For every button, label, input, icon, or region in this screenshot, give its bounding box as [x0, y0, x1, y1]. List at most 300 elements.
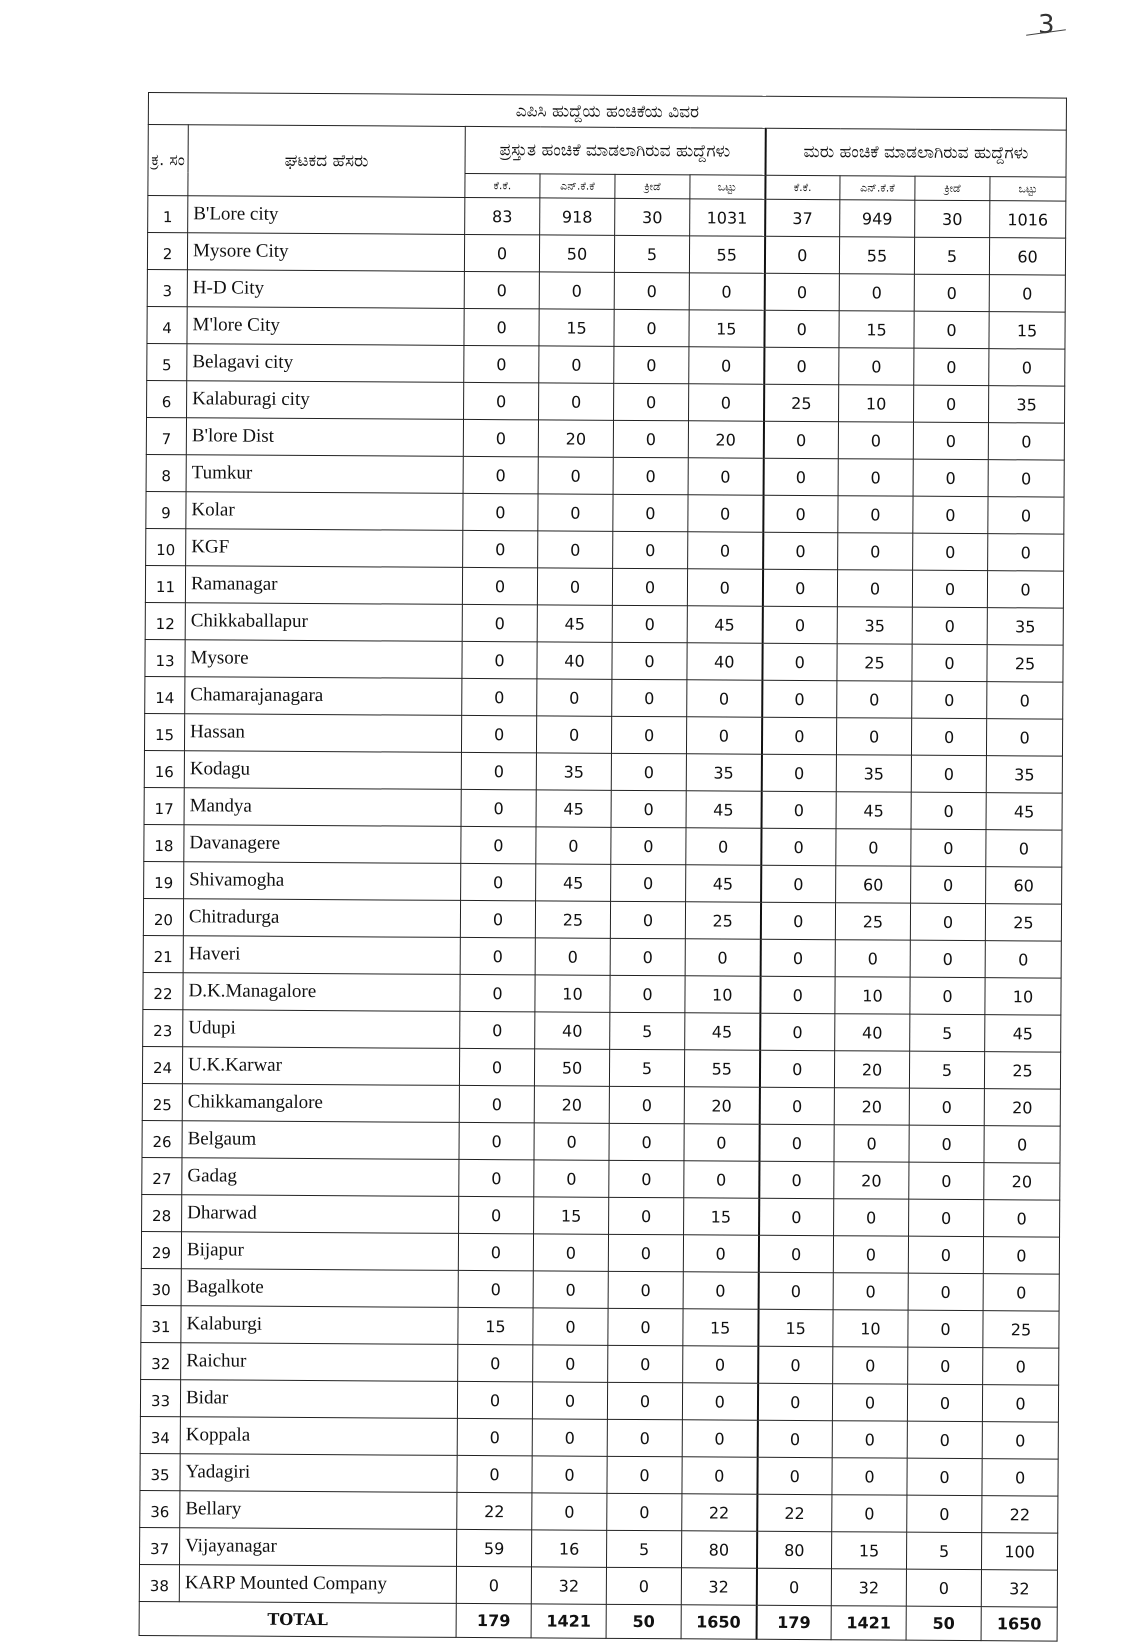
value-cell: 20 [834, 1051, 909, 1088]
table-row [147, 343, 1065, 386]
value-cell: 0 [907, 1384, 982, 1421]
value-cell: 5 [909, 1051, 984, 1088]
value-cell: 0 [757, 1457, 832, 1494]
value-cell: 0 [458, 1270, 533, 1307]
value-cell: 0 [607, 1493, 682, 1530]
table-row [143, 972, 1061, 1015]
value-cell: 0 [911, 866, 986, 903]
value-cell: 0 [539, 272, 614, 309]
unit-name-cell: Chikkaballapur [185, 603, 462, 642]
value-cell: 37 [765, 199, 840, 236]
value-cell: 0 [614, 309, 689, 346]
value-cell: 16 [531, 1530, 606, 1567]
re-allocation-header: ಮರು ಹಂಚಿಕೆ ಮಾಡಲಾಗಿರುವ ಹುದ್ದೆಗಳು [765, 128, 1066, 177]
value-cell: 0 [832, 1384, 907, 1421]
value-cell: 32 [831, 1569, 906, 1606]
value-cell: 0 [837, 570, 912, 607]
unit-name-cell: Kalaburgi [181, 1306, 458, 1345]
value-cell: 0 [683, 1235, 758, 1272]
value-cell: 0 [761, 791, 836, 828]
serial-number-cell: 18 [144, 824, 184, 861]
value-cell: 25 [984, 1052, 1060, 1089]
value-cell: 20 [684, 1087, 759, 1124]
unit-name-cell: Chikkamangalore [182, 1084, 459, 1123]
unit-name-cell: Belagavi city [187, 344, 464, 383]
value-cell: 0 [987, 571, 1063, 608]
value-cell: 0 [914, 274, 989, 311]
serial-number-cell: 17 [144, 787, 184, 824]
table-row [140, 1416, 1058, 1459]
value-cell: 0 [459, 1048, 534, 1085]
value-cell: 0 [611, 827, 686, 864]
table-row [141, 1268, 1059, 1311]
value-cell: 0 [910, 940, 985, 977]
value-cell: 0 [532, 1382, 607, 1419]
value-cell: 0 [689, 384, 764, 421]
value-cell: 0 [908, 1347, 983, 1384]
value-cell: 0 [609, 1086, 684, 1123]
unit-name-cell: Davanagere [184, 825, 461, 864]
value-cell: 5 [914, 237, 989, 274]
value-cell: 0 [613, 494, 688, 531]
value-cell: 0 [612, 642, 687, 679]
value-cell: 83 [465, 197, 540, 234]
value-cell: 40 [835, 1014, 910, 1051]
value-cell: 22 [982, 1496, 1058, 1533]
value-cell: 0 [913, 496, 988, 533]
table-row [142, 1083, 1060, 1126]
value-cell: 20 [984, 1089, 1060, 1126]
value-cell: 0 [762, 606, 837, 643]
value-cell: 0 [685, 939, 760, 976]
value-cell: 0 [910, 903, 985, 940]
table-row [144, 824, 1062, 867]
value-cell: 0 [912, 570, 987, 607]
value-cell: 25 [985, 904, 1061, 941]
serial-number-cell: 5 [147, 343, 187, 380]
unit-name-cell: Bidar [180, 1380, 457, 1419]
value-cell: 0 [982, 1459, 1058, 1496]
value-cell: 0 [912, 681, 987, 718]
serial-number-cell: 34 [140, 1416, 180, 1453]
value-cell: 0 [760, 1013, 835, 1050]
serial-number-cell: 33 [140, 1379, 180, 1416]
value-cell: 0 [459, 1196, 534, 1233]
value-cell: 0 [610, 975, 685, 1012]
table-row [144, 750, 1062, 793]
value-cell: 0 [836, 718, 911, 755]
value-cell: 0 [457, 1418, 532, 1455]
value-cell: 0 [760, 939, 835, 976]
value-cell: 0 [764, 273, 839, 310]
serial-number-cell: 26 [142, 1120, 182, 1157]
serial-number-cell: 20 [143, 898, 183, 935]
table-row [144, 787, 1062, 830]
sub-header-cell: ಕೆ.ಕೆ. [465, 173, 540, 197]
serial-number-cell: 6 [147, 380, 187, 417]
serial-number-cell: 36 [140, 1490, 180, 1527]
value-cell: 0 [606, 1567, 681, 1604]
serial-number-cell: 14 [145, 676, 185, 713]
value-cell: 25 [987, 645, 1063, 682]
value-cell: 59 [456, 1529, 531, 1566]
value-cell: 0 [687, 680, 762, 717]
serial-number-cell: 25 [142, 1083, 182, 1120]
value-cell: 0 [682, 1420, 757, 1457]
value-cell: 0 [907, 1458, 982, 1495]
value-cell: 0 [838, 459, 913, 496]
table-row [145, 602, 1063, 645]
serial-number-cell: 22 [143, 972, 183, 1009]
value-cell: 25 [535, 901, 610, 938]
value-cell: 0 [463, 419, 538, 456]
serial-number-cell: 23 [143, 1009, 183, 1046]
value-cell: 45 [836, 792, 911, 829]
table-row [146, 417, 1064, 460]
value-cell: 0 [463, 493, 538, 530]
value-cell: 0 [761, 865, 836, 902]
value-cell: 22 [457, 1492, 532, 1529]
value-cell: 0 [763, 421, 838, 458]
value-cell: 0 [982, 1422, 1058, 1459]
value-cell: 1031 [690, 199, 765, 236]
serial-number-cell: 27 [142, 1157, 182, 1194]
value-cell: 0 [759, 1198, 834, 1235]
table-row [139, 1564, 1057, 1607]
value-cell: 32 [531, 1567, 606, 1604]
total-value-cell: 50 [606, 1604, 681, 1638]
value-cell: 60 [836, 866, 911, 903]
unit-name-cell: Udupi [183, 1010, 460, 1049]
value-cell: 0 [533, 1234, 608, 1271]
value-cell: 0 [688, 532, 763, 569]
value-cell: 0 [537, 679, 612, 716]
value-cell: 0 [459, 1122, 534, 1159]
value-cell: 0 [912, 607, 987, 644]
value-cell: 20 [688, 421, 763, 458]
value-cell: 0 [539, 346, 614, 383]
value-cell: 0 [906, 1569, 981, 1606]
value-cell: 0 [462, 678, 537, 715]
value-cell: 0 [907, 1421, 982, 1458]
serial-number-cell: 1 [148, 196, 188, 233]
table-row [143, 935, 1061, 978]
value-cell: 0 [912, 644, 987, 681]
value-cell: 35 [986, 756, 1062, 793]
value-cell: 0 [833, 1347, 908, 1384]
value-cell: 918 [540, 198, 615, 235]
value-cell: 30 [915, 200, 990, 237]
unit-name-cell: Kalaburagi city [187, 381, 464, 420]
value-cell: 0 [760, 902, 835, 939]
unit-name-cell: Mysore [185, 640, 462, 679]
value-cell: 1016 [990, 201, 1066, 238]
serial-number-cell: 30 [141, 1268, 181, 1305]
value-cell: 10 [685, 976, 760, 1013]
value-cell: 0 [834, 1125, 909, 1162]
table-row [141, 1231, 1059, 1274]
value-cell: 0 [462, 641, 537, 678]
value-cell: 0 [613, 457, 688, 494]
serial-number-cell: 19 [144, 861, 184, 898]
table-row [143, 1009, 1061, 1052]
value-cell: 0 [535, 938, 610, 975]
total-label: TOTAL [139, 1601, 456, 1637]
value-cell: 25 [837, 644, 912, 681]
serial-number-cell: 37 [140, 1527, 180, 1564]
total-value-cell: 50 [906, 1606, 981, 1640]
sub-header-cell: ಕೆ.ಕೆ. [765, 175, 840, 199]
value-cell: 60 [986, 867, 1062, 904]
value-cell: 0 [532, 1419, 607, 1456]
table-row [147, 269, 1065, 312]
value-cell: 0 [536, 827, 611, 864]
sub-header-cell: ಎನ್.ಕೆ.ಕೆ [540, 174, 615, 198]
value-cell: 0 [539, 383, 614, 420]
value-cell: 20 [834, 1088, 909, 1125]
value-cell: 25 [835, 903, 910, 940]
value-cell: 0 [457, 1381, 532, 1418]
value-cell: 60 [989, 238, 1065, 275]
value-cell: 45 [687, 606, 762, 643]
value-cell: 80 [681, 1531, 756, 1568]
value-cell: 5 [906, 1532, 981, 1569]
value-cell: 0 [911, 829, 986, 866]
value-cell: 0 [534, 1160, 609, 1197]
value-cell: 0 [758, 1272, 833, 1309]
value-cell: 5 [910, 1014, 985, 1051]
unit-name-cell: KARP Mounted Company [179, 1565, 456, 1604]
value-cell: 10 [985, 978, 1061, 1015]
serial-number-cell: 29 [141, 1231, 181, 1268]
value-cell: 0 [909, 1088, 984, 1125]
value-cell: 0 [608, 1234, 683, 1271]
value-cell: 0 [611, 864, 686, 901]
value-cell: 35 [987, 608, 1063, 645]
value-cell: 0 [909, 1199, 984, 1236]
value-cell: 0 [611, 716, 686, 753]
value-cell: 100 [981, 1533, 1057, 1570]
value-cell: 0 [764, 236, 839, 273]
value-cell: 0 [688, 458, 763, 495]
value-cell: 0 [762, 643, 837, 680]
serial-number-cell: 16 [144, 750, 184, 787]
value-cell: 0 [762, 569, 837, 606]
total-value-cell: 1421 [531, 1604, 606, 1638]
value-cell: 45 [685, 1013, 760, 1050]
table-row [141, 1342, 1059, 1385]
value-cell: 0 [538, 457, 613, 494]
value-cell: 0 [613, 531, 688, 568]
serial-number-header: ಕ್ರ. ಸಂ [148, 125, 188, 196]
value-cell: 0 [538, 494, 613, 531]
value-cell: 55 [839, 237, 914, 274]
serial-number-cell: 2 [147, 233, 187, 270]
value-cell: 0 [908, 1273, 983, 1310]
value-cell: 0 [988, 497, 1064, 534]
value-cell: 0 [758, 1235, 833, 1272]
table-row [144, 713, 1062, 756]
value-cell: 0 [911, 718, 986, 755]
value-cell: 0 [758, 1346, 833, 1383]
value-cell: 0 [608, 1308, 683, 1345]
value-cell: 0 [982, 1385, 1058, 1422]
value-cell: 15 [539, 309, 614, 346]
value-cell: 25 [983, 1311, 1059, 1348]
table-row [140, 1379, 1058, 1422]
value-cell: 0 [762, 680, 837, 717]
value-cell: 0 [459, 1159, 534, 1196]
value-cell: 0 [608, 1345, 683, 1382]
value-cell: 0 [536, 716, 611, 753]
value-cell: 0 [984, 1200, 1060, 1237]
value-cell: 0 [607, 1456, 682, 1493]
value-cell: 5 [606, 1530, 681, 1567]
value-cell: 0 [609, 1197, 684, 1234]
value-cell: 0 [914, 311, 989, 348]
table-row [141, 1305, 1059, 1348]
value-cell: 0 [609, 1123, 684, 1160]
unit-name-cell: Kodagu [184, 751, 461, 790]
value-cell: 0 [757, 1420, 832, 1457]
total-value-cell: 1650 [981, 1607, 1057, 1641]
table-row [146, 528, 1064, 571]
value-cell: 32 [981, 1570, 1057, 1607]
value-cell: 0 [908, 1310, 983, 1347]
value-cell: 0 [460, 974, 535, 1011]
value-cell: 0 [683, 1272, 758, 1309]
value-cell: 0 [684, 1161, 759, 1198]
value-cell: 0 [763, 532, 838, 569]
value-cell: 0 [837, 681, 912, 718]
value-cell: 45 [686, 791, 761, 828]
unit-name-cell: Bellary [180, 1491, 457, 1530]
serial-number-cell: 15 [144, 713, 184, 750]
unit-name-cell: Haveri [183, 936, 460, 975]
total-value-cell: 179 [756, 1605, 831, 1639]
value-cell: 25 [764, 384, 839, 421]
value-cell: 0 [686, 828, 761, 865]
value-cell: 0 [757, 1383, 832, 1420]
serial-number-cell: 35 [140, 1453, 180, 1490]
value-cell: 0 [761, 828, 836, 865]
serial-number-cell: 3 [147, 269, 187, 306]
value-cell: 0 [612, 679, 687, 716]
unit-name-cell: Gadag [182, 1158, 459, 1197]
value-cell: 0 [988, 534, 1064, 571]
value-cell: 0 [456, 1566, 531, 1603]
value-cell: 0 [608, 1271, 683, 1308]
unit-name-cell: KGF [186, 529, 463, 568]
value-cell: 0 [461, 715, 536, 752]
serial-number-cell: 13 [145, 639, 185, 676]
value-cell: 0 [687, 569, 762, 606]
value-cell: 0 [839, 274, 914, 311]
value-cell: 22 [682, 1494, 757, 1531]
table-row [147, 233, 1065, 276]
value-cell: 15 [831, 1532, 906, 1569]
value-cell: 55 [684, 1050, 759, 1087]
total-value-cell: 179 [456, 1603, 531, 1637]
serial-number-cell: 28 [142, 1194, 182, 1231]
value-cell: 15 [684, 1198, 759, 1235]
unit-name-cell: Shivamogha [184, 862, 461, 901]
value-cell: 0 [688, 495, 763, 532]
total-value-cell: 1650 [681, 1605, 756, 1639]
value-cell: 0 [913, 459, 988, 496]
unit-name-cell: H-D City [187, 270, 464, 309]
value-cell: 0 [839, 348, 914, 385]
table-row [140, 1527, 1058, 1570]
value-cell: 0 [612, 568, 687, 605]
value-cell: 0 [764, 347, 839, 384]
value-cell: 0 [532, 1493, 607, 1530]
serial-number-cell: 11 [145, 565, 185, 602]
value-cell: 10 [535, 975, 610, 1012]
current-allocation-header: ಪ್ರಸ್ತುತ ಹಂಚಿಕೆ ಮಾಡಲಾಗಿರುವ ಹುದ್ದೆಗಳು [465, 126, 765, 175]
value-cell: 0 [913, 533, 988, 570]
value-cell: 0 [832, 1421, 907, 1458]
table-body [139, 196, 1066, 1608]
value-cell: 22 [757, 1494, 832, 1531]
value-cell: 0 [988, 423, 1064, 460]
unit-name-cell: B'Lore city [188, 196, 465, 235]
value-cell: 0 [614, 383, 689, 420]
value-cell: 0 [534, 1123, 609, 1160]
unit-name-cell: Mandya [184, 788, 461, 827]
unit-name-cell: Belgaum [182, 1121, 459, 1160]
value-cell: 0 [989, 275, 1065, 312]
value-cell: 55 [689, 236, 764, 273]
value-cell: 0 [761, 717, 836, 754]
value-cell: 0 [987, 682, 1063, 719]
value-cell: 40 [687, 643, 762, 680]
value-cell: 0 [458, 1344, 533, 1381]
value-cell: 0 [537, 568, 612, 605]
unit-name-cell: Bagalkote [181, 1269, 458, 1308]
value-cell: 0 [909, 1162, 984, 1199]
value-cell: 0 [985, 941, 1061, 978]
value-cell: 0 [462, 567, 537, 604]
value-cell: 0 [460, 1011, 535, 1048]
value-cell: 0 [986, 830, 1062, 867]
table-row [144, 861, 1062, 904]
value-cell: 0 [759, 1050, 834, 1087]
value-cell: 0 [538, 531, 613, 568]
allocation-table-container [139, 92, 1066, 1642]
value-cell: 0 [464, 308, 539, 345]
serial-number-cell: 32 [141, 1342, 181, 1379]
value-cell: 0 [461, 826, 536, 863]
serial-number-cell: 12 [145, 602, 185, 639]
value-cell: 20 [538, 420, 613, 457]
value-cell: 0 [460, 937, 535, 974]
value-cell: 35 [836, 755, 911, 792]
value-cell: 0 [764, 310, 839, 347]
value-cell: 0 [464, 382, 539, 419]
table-row [140, 1490, 1058, 1533]
value-cell: 5 [609, 1049, 684, 1086]
value-cell: 0 [910, 977, 985, 1014]
value-cell: 0 [763, 458, 838, 495]
value-cell: 32 [681, 1568, 756, 1605]
value-cell: 0 [983, 1348, 1059, 1385]
value-cell: 0 [914, 348, 989, 385]
value-cell: 0 [836, 829, 911, 866]
value-cell: 15 [989, 312, 1065, 349]
value-cell: 0 [461, 863, 536, 900]
sub-header-cell: ಕ್ರೀಡೆ [915, 176, 990, 200]
